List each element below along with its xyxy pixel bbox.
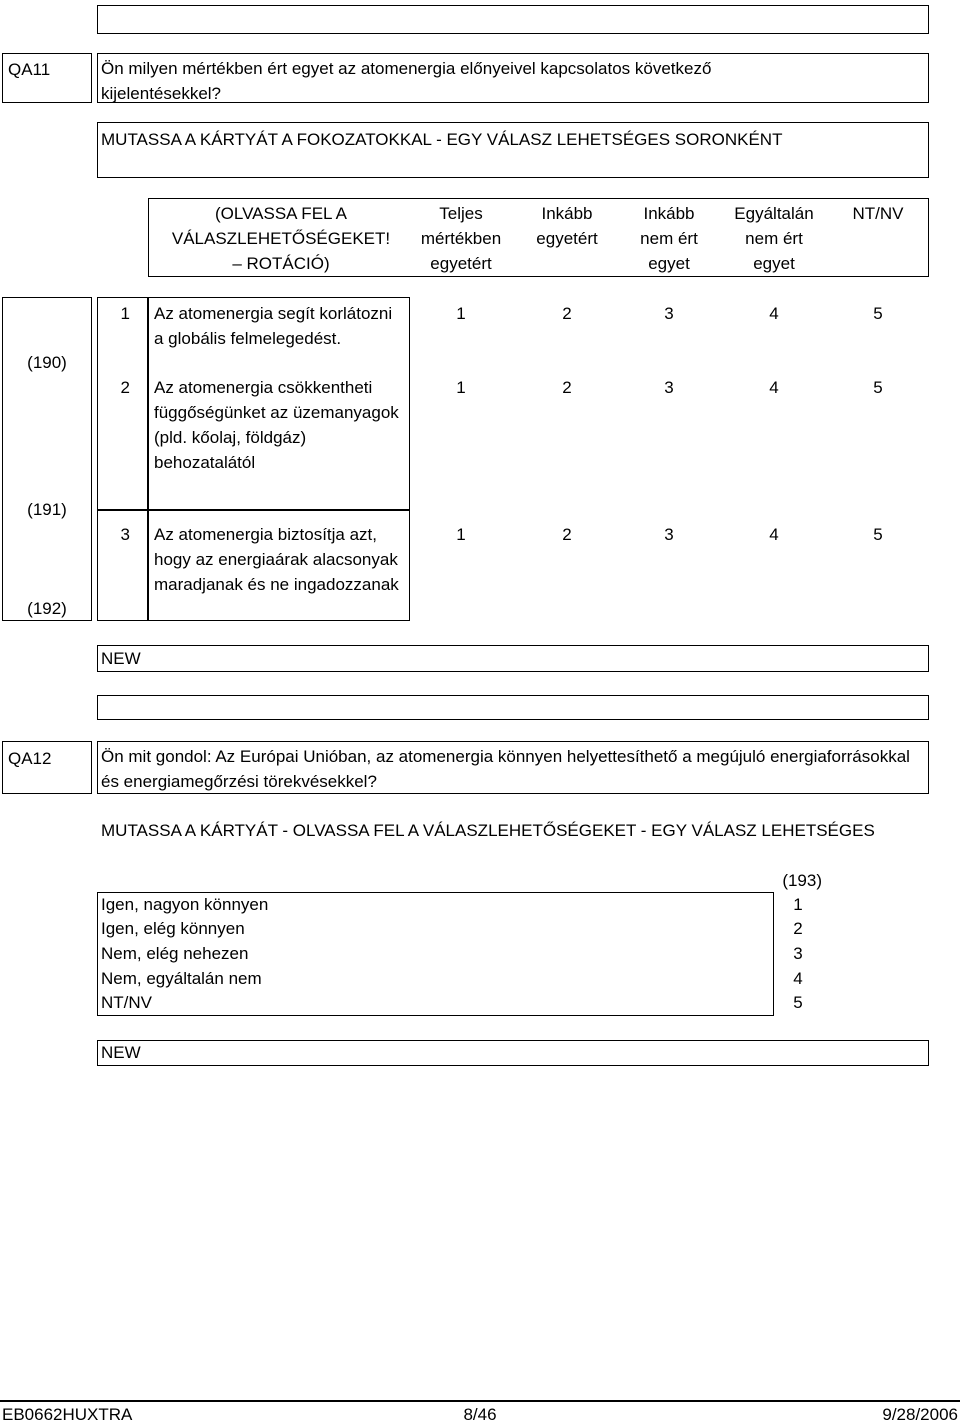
qa12-new-box [97,1040,929,1066]
answer-4-code: 4 [793,969,803,988]
var-191: (191) [27,500,67,519]
qa11-var-box [2,297,92,621]
row-3-code-5: 5 [873,525,883,544]
footer-date: 9/28/2006 [882,1405,958,1423]
row-3-code-3: 3 [664,525,674,544]
qa11-read-out: (OLVASSA FEL A VÁLASZLEHETŐSÉGEKET! – ROTÁCIÓ) [171,204,391,273]
answer-2-code: 2 [793,919,803,938]
qa11-col-4: Egyáltalán nem ért egyet [734,204,814,273]
answer-5-label: NT/NV [101,993,152,1012]
row-2-code-3: 3 [664,378,674,397]
row-1-number: 1 [120,304,130,323]
row-separator [97,509,410,511]
qa11-col-5: NT/NV [852,204,904,223]
row-1-code-5: 5 [873,304,883,323]
qa12-instruction: MUTASSA A KÁRTYÁT - OLVASSA FEL A VÁLASZLEHETŐSÉGEKET - EGY VÁLASZ LEHETSÉGES [101,821,875,840]
row-3-text: Az atomenergia biztosítja azt, hogy az energiaárak alacsonyak maradjanak és ne ingadozzanak [154,525,399,594]
row-2-number: 2 [120,378,130,397]
answer-2-label: Igen, elég könnyen [101,919,245,938]
row-2-code-5: 5 [873,378,883,397]
footer-page-number: 8/46 [463,1405,497,1423]
qa11-num-box [97,297,148,621]
qa11-question: Ön milyen mértékben ért egyet az atomenergia előnyeivel kapcsolatos következő kijelentésekkel? [101,59,712,103]
row-2-code-2: 2 [562,378,572,397]
qa11-col-2: Inkább egyetért [536,204,598,248]
var-192: (192) [27,599,67,618]
middle-empty-box [97,695,929,720]
answer-1-code: 1 [793,895,803,914]
answer-3-label: Nem, elég nehezen [101,944,249,963]
qa12-code: QA12 [8,749,52,768]
qa12-new-label: NEW [101,1043,141,1062]
row-3-code-1: 1 [456,525,466,544]
row-2-code-1: 1 [456,378,466,397]
row-2-code-4: 4 [769,378,779,397]
qa11-new-label: NEW [101,649,141,668]
row-1-text: Az atomenergia segít korlátozni a globális felmelegedést. [154,304,393,348]
row-1-code-3: 3 [664,304,674,323]
qa12-question: Ön mit gondol: Az Európai Unióban, az atomenergia könnyen helyettesíthető a megújuló energiaforrásokkal és energiamegőrzési törekvésekkel? [101,747,910,791]
qa11-new-box [97,645,929,672]
row-3-code-4: 4 [769,525,779,544]
row-2-text: Az atomenergia csökkentheti függőségünket az üzemanyagok (pld. kőolaj, földgáz) behozatalától [154,378,399,472]
var-193: (193) [782,871,822,890]
qa11-code: QA11 [8,60,51,79]
qa11-col-1: Teljes mértékben egyetért [420,204,502,273]
qa11-col-3: Inkább nem ért egyet [640,204,698,273]
footer-doc-id: EB0662HUXTRA [2,1405,133,1423]
top-empty-box [97,5,929,34]
var-190: (190) [27,353,67,372]
row-3-code-2: 2 [562,525,572,544]
row-1-code-1: 1 [456,304,466,323]
row-1-code-2: 2 [562,304,572,323]
answer-1-label: Igen, nagyon könnyen [101,895,269,914]
row-1-code-4: 4 [769,304,779,323]
answer-5-code: 5 [793,993,803,1012]
qa11-instruction: MUTASSA A KÁRTYÁT A FOKOZATOKKAL - EGY VÁLASZ LEHETSÉGES SORONKÉNT [101,130,783,149]
answer-3-code: 3 [793,944,803,963]
answer-4-label: Nem, egyáltalán nem [101,969,262,988]
row-3-number: 3 [120,525,130,544]
